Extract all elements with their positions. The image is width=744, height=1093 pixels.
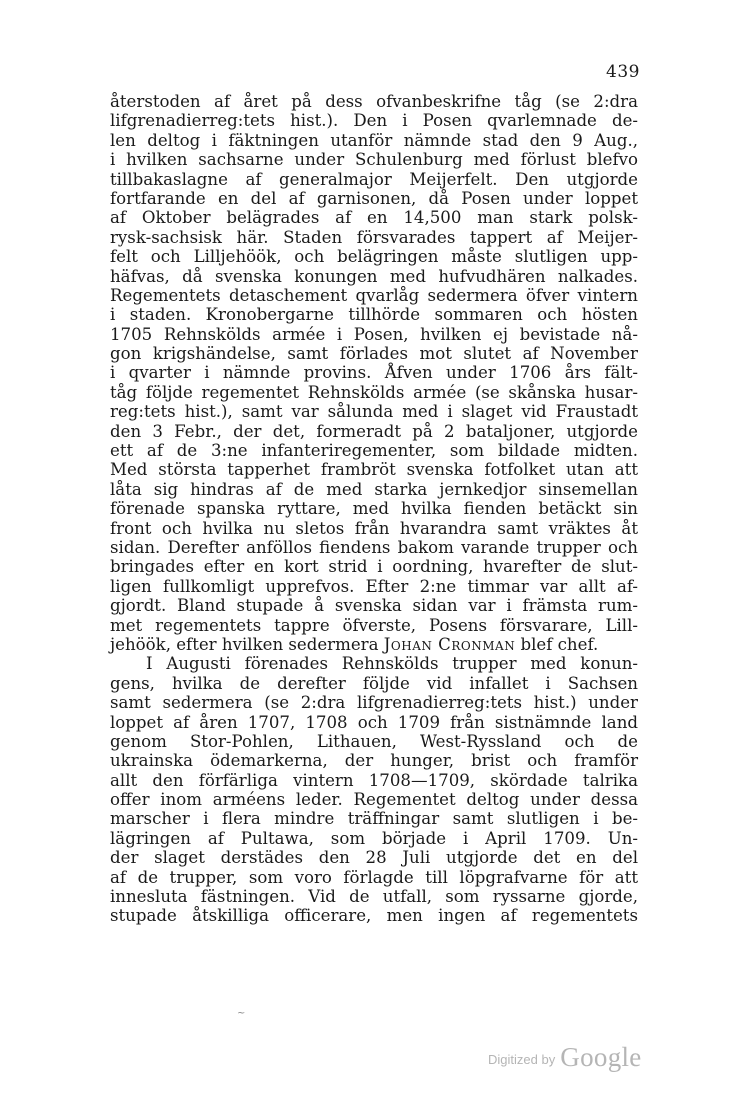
text-line: sidan. Derefter anföllos fiendens bakom varande trupper och: [110, 537, 638, 557]
text-line: len deltog i fäktningen utanför nämnde stad den 9 Aug.,: [110, 130, 638, 150]
text-line: lifgrenadierreg:tets hist.). Den i Posen qvarlemnade de-: [110, 111, 638, 131]
text-line: i hvilken sachsarne under Schulenburg med förlust blefvo: [110, 150, 638, 170]
text-line: stupade åtskilliga officerare, men ingen af regementets: [110, 906, 638, 926]
google-logo: Google: [560, 1042, 642, 1072]
text-line: ukrainska ödemarkerna, der hunger, brist och framför: [110, 751, 638, 771]
text-line: ett af de 3:ne infanteriregementer, som bildade midten.: [110, 441, 638, 461]
text-line: marscher i flera mindre träffningar samt slutligen i be-: [110, 809, 638, 829]
text-line: Regementets detaschement qvarlåg sedermera öfver vintern: [110, 285, 638, 305]
watermark-prefix: Digitized by: [488, 1052, 556, 1067]
text-line: reg:tets hist.), samt var sålunda med i slaget vid Fraustadt: [110, 402, 638, 422]
stray-mark: ~: [237, 1008, 246, 1019]
text-line: jehöök, efter hvilken sedermera Johan Cronman blef chef.: [110, 634, 599, 654]
text-line: gjordt. Bland stupade å svenska sidan var i främsta rum-: [110, 596, 638, 616]
text-line: offer inom arméens leder. Regementet deltog under dessa: [110, 790, 638, 810]
text-line: felt och Lilljehöök, och belägringen måste slutligen upp-: [110, 247, 638, 267]
text-line: den 3 Febr., der det, formeradt på 2 bataljoner, utgjorde: [110, 421, 638, 441]
text-line: inneslutа fästningen. Vid de utfall, som ryssarne gjorde,: [110, 887, 638, 907]
text-line: der slaget derstädes den 28 Juli utgjorde det en del: [110, 848, 638, 868]
text-line: gon krigshändelse, samt förlades mot slutet af November: [110, 344, 638, 364]
text-line: genom Stor-Pohlen, Lithauen, West-Ryssland och de: [110, 731, 638, 751]
text-line: af Oktober belägrades af en 14,500 man stark polsk-: [110, 208, 638, 228]
page-number: 439: [606, 62, 640, 82]
text-line: met regementets tappre öfverste, Posens försvarare, Lill-: [110, 615, 638, 635]
text-line: front och hvilka nu sletos från hvarandra samt vräktes åt: [110, 518, 638, 538]
person-name-smallcaps: Johan Cronman: [383, 634, 516, 654]
text-line: återstoden af året på dess ofvanbeskrifne tåg (se 2:dra: [110, 92, 638, 111]
text-line: tillbakaslagne af generalmajor Meijerfelt. Den utgjorde: [110, 169, 638, 189]
text-line: allt den förfärliga vintern 1708—1709, skördade talrika: [110, 770, 638, 790]
body-text: [110, 92, 638, 926]
text-line: rysk-sachsisk här. Staden försvarades tappert af Meijer-: [110, 227, 638, 247]
text-line: 1705 Rehnskölds armée i Posen, hvilken ej bevistade nå-: [110, 324, 638, 344]
text-line: fortfarande en del af garnisonen, då Posen under loppet: [110, 188, 638, 208]
text-line: Med största tapperhet frambröt svenska fotfolket utan att: [110, 460, 638, 480]
text-line: förenade spanska ryttare, med hvilka fienden betäckt sin: [110, 499, 638, 519]
text-line: tåg följde regementet Rehnskölds armée (se skånska husar-: [110, 382, 638, 402]
text-line: ligen fullkomligt upprefvos. Efter 2:ne timmar var allt af-: [110, 576, 638, 596]
text-line: bringades efter en kort strid i oordning, hvarefter de slut-: [110, 557, 638, 577]
text-line: låta sig hindras af de med starka jernkedjor sinsemellan: [110, 479, 638, 499]
text-line: gens, hvilka de derefter följde vid infallet i Sachsen: [110, 673, 638, 693]
text-line: samt sedermera (se 2:dra lifgrenadierreg:tets hist.) under: [110, 693, 638, 713]
text-line: häfvas, då svenska konungen med hufvudhären nalkades.: [110, 266, 638, 286]
text-line: loppet af åren 1707, 1708 och 1709 från sistnämnde land: [110, 712, 638, 732]
google-watermark: [488, 1042, 642, 1073]
text-line: i staden. Kronobergarne tillhörde sommaren och hösten: [110, 305, 638, 325]
text-line: i qvarter i nämnde provins. Åfven under 1706 års fält-: [110, 363, 638, 383]
text-line: lägringen af Pultawa, som började i April 1709. Un-: [110, 828, 638, 848]
text-line: I Augusti förenades Rehnskölds trupper med konun-: [146, 654, 638, 674]
text-line: af de trupper, som voro förlagde till löpgrafvarne för att: [110, 867, 638, 887]
